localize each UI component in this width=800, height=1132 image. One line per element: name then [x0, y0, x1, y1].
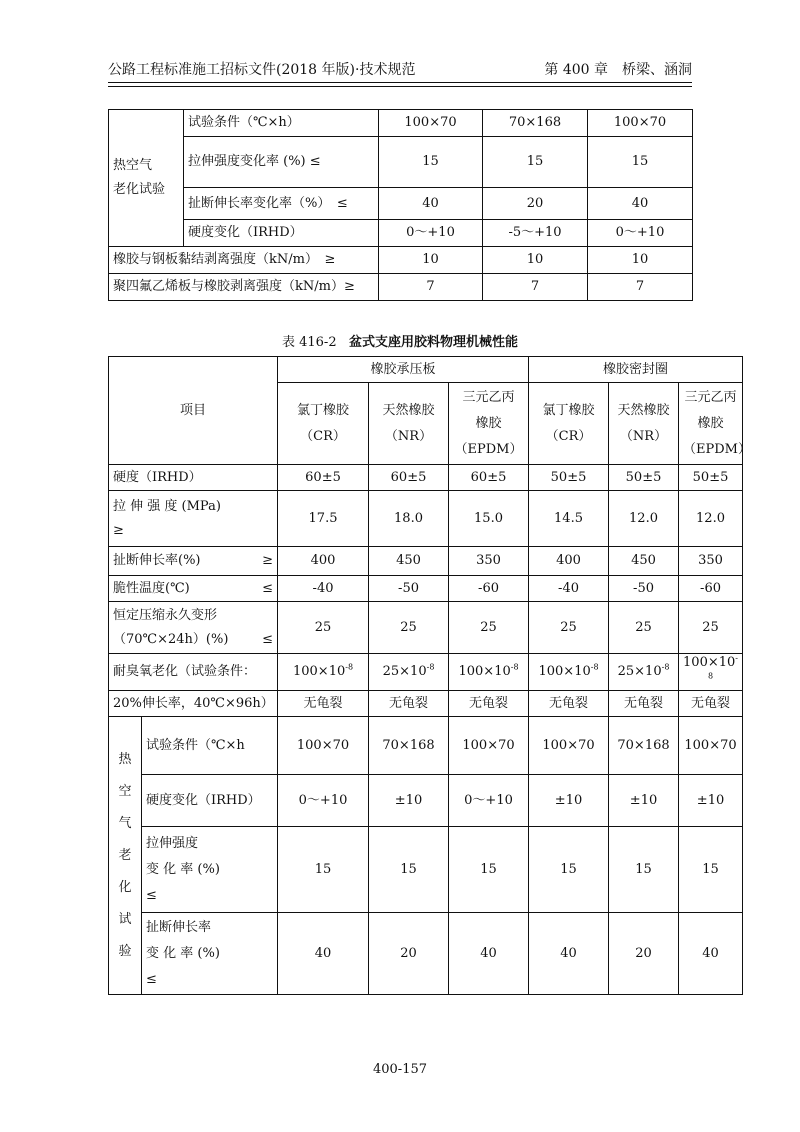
cell: 0～+10	[278, 775, 369, 827]
cell: 70×168	[483, 110, 588, 137]
row-label: 耐臭氧老化（试验条件：	[109, 654, 278, 691]
cell: 70×168	[369, 717, 449, 775]
cell: 40	[588, 188, 693, 220]
cell: -5～+10	[483, 220, 588, 247]
cell: 25	[369, 602, 449, 654]
table-row	[109, 654, 743, 691]
cell: 15.0	[449, 491, 529, 547]
cell: 20	[369, 913, 449, 995]
cell: 7	[588, 274, 693, 301]
cell: 15	[449, 827, 529, 913]
aging-group-label: 热空气 老化试验	[109, 110, 184, 247]
cell: 50±5	[679, 465, 743, 491]
cell: -60	[679, 576, 743, 602]
col-header: 天然橡胶 （NR）	[609, 383, 679, 465]
cell: $100\times 10^{-8}$	[679, 654, 743, 691]
cell: ±10	[609, 775, 679, 827]
cell: 15	[588, 137, 693, 188]
table-number: 表 416-2	[281, 335, 337, 350]
page-number: 400-157	[372, 1062, 428, 1077]
cell: 12.0	[679, 491, 743, 547]
group-header-bearing-plate: 橡胶承压板	[278, 357, 529, 383]
table-caption	[0, 334, 800, 352]
cell: $25\times 10^{-8}$	[609, 654, 679, 691]
table-row	[109, 913, 743, 995]
table-row	[109, 547, 743, 576]
cell: 400	[278, 547, 369, 576]
group-header-seal-ring: 橡胶密封圈	[529, 357, 743, 383]
row-label: 试验条件（℃×h）	[184, 110, 379, 137]
col-header: 三元乙丙 橡胶 （EPDM）	[679, 383, 743, 465]
cell: 15	[529, 827, 609, 913]
cell: 70×168	[609, 717, 679, 775]
cell: 20	[483, 188, 588, 220]
cell: 25	[529, 602, 609, 654]
cell: 无龟裂	[449, 691, 529, 717]
cell: $25\times 10^{-8}$	[369, 654, 449, 691]
col-header: 氯丁橡胶 （CR）	[278, 383, 369, 465]
cell: 无龟裂	[679, 691, 743, 717]
header-doc-title: 公路工程标准施工招标文件(2018 年版)·技术规范	[108, 62, 416, 78]
cell: 60±5	[449, 465, 529, 491]
header-rule-thick	[108, 82, 692, 83]
row-label: 聚四氟乙烯板与橡胶剥离强度（kN/m）≥	[109, 274, 379, 301]
cell: 10	[588, 247, 693, 274]
cell: 15	[483, 137, 588, 188]
table-416-1-continued	[108, 109, 693, 301]
cell: 无龟裂	[278, 691, 369, 717]
table-row	[109, 691, 743, 717]
row-label: 恒定压缩永久变形 （70℃×24h）(%) ≤	[109, 602, 278, 654]
cell: 15	[278, 827, 369, 913]
table-row	[109, 137, 693, 188]
cell: 25	[278, 602, 369, 654]
cell: 40	[278, 913, 369, 995]
cell: 25	[679, 602, 743, 654]
cell: 17.5	[278, 491, 369, 547]
row-label: 硬度变化（IRHD）	[184, 220, 379, 247]
cell: 400	[529, 547, 609, 576]
cell: 100×70	[449, 717, 529, 775]
col-header: 氯丁橡胶 （CR）	[529, 383, 609, 465]
table-row	[109, 827, 743, 913]
row-label: 脆性温度(℃) ≤	[109, 576, 278, 602]
aging-group-label: 热 空 气 老 化 试 验	[109, 717, 142, 995]
cell: 350	[679, 547, 743, 576]
cell: -50	[609, 576, 679, 602]
cell: 15	[369, 827, 449, 913]
cell: 60±5	[278, 465, 369, 491]
cell: 50±5	[529, 465, 609, 491]
cell: 450	[609, 547, 679, 576]
header-chapter: 第 400 章 桥梁、涵洞	[544, 62, 692, 78]
cell: -40	[529, 576, 609, 602]
cell: ±10	[529, 775, 609, 827]
cell: 0～+10	[379, 220, 483, 247]
cell: 50±5	[609, 465, 679, 491]
cell: 0～+10	[449, 775, 529, 827]
table-row	[109, 247, 693, 274]
cell: 10	[379, 247, 483, 274]
cell: 20	[609, 913, 679, 995]
cell: 18.0	[369, 491, 449, 547]
row-label: 拉伸强度 变 化 率 (%) ≤	[142, 827, 278, 913]
cell: 无龟裂	[609, 691, 679, 717]
table-row	[109, 188, 693, 220]
cell: 15	[679, 827, 743, 913]
col-header: 天然橡胶 （NR）	[369, 383, 449, 465]
table-row	[109, 274, 693, 301]
table-416-2	[108, 356, 751, 995]
cell: 14.5	[529, 491, 609, 547]
row-label: 试验条件（℃×h	[142, 717, 278, 775]
col-header: 三元乙丙 橡胶 （EPDM）	[449, 383, 529, 465]
cell: ±10	[679, 775, 743, 827]
item-header: 项目	[109, 357, 278, 465]
cell: 25	[609, 602, 679, 654]
row-label: 硬度变化（IRHD）	[142, 775, 278, 827]
cell: 12.0	[609, 491, 679, 547]
table-row	[109, 465, 743, 491]
cell: 100×70	[529, 717, 609, 775]
table-row	[109, 220, 693, 247]
cell: 100×70	[588, 110, 693, 137]
cell: -60	[449, 576, 529, 602]
cell: 25	[449, 602, 529, 654]
cell: 10	[483, 247, 588, 274]
table-row	[109, 775, 743, 827]
cell: 7	[483, 274, 588, 301]
row-label: 20%伸长率，40℃×96h）	[109, 691, 278, 717]
cell: ±10	[369, 775, 449, 827]
header-rule-thin	[108, 86, 692, 87]
cell: 100×70	[278, 717, 369, 775]
cell: 40	[449, 913, 529, 995]
cell: $100\times 10^{-8}$	[449, 654, 529, 691]
cell: 15	[379, 137, 483, 188]
cell: -50	[369, 576, 449, 602]
table-row	[109, 110, 693, 137]
cell: $100\times 10^{-8}$	[529, 654, 609, 691]
row-label: 拉 伸 强 度 (MPa) ≥	[109, 491, 278, 547]
cell: 40	[529, 913, 609, 995]
cell: 0～+10	[588, 220, 693, 247]
cell: 350	[449, 547, 529, 576]
row-label: 拉伸强度变化率 (%) ≤	[184, 137, 379, 188]
table-row	[109, 357, 743, 383]
row-label: 橡胶与钢板黏结剥离强度（kN/m） ≥	[109, 247, 379, 274]
row-label: 硬度（IRHD）	[109, 465, 278, 491]
table-title: 盆式支座用胶料物理机械性能	[349, 335, 519, 350]
cell: $100\times 10^{-8}$	[278, 654, 369, 691]
cell: 60±5	[369, 465, 449, 491]
cell: 无龟裂	[529, 691, 609, 717]
row-label: 扯断伸长率(%) ≥	[109, 547, 278, 576]
cell: 40	[379, 188, 483, 220]
row-label: 扯断伸长率变化率（%） ≤	[184, 188, 379, 220]
table-row	[109, 491, 743, 547]
cell: 100×70	[379, 110, 483, 137]
cell: 无龟裂	[369, 691, 449, 717]
table-row	[109, 602, 743, 654]
cell: 40	[679, 913, 743, 995]
table-row	[109, 717, 743, 775]
cell: 450	[369, 547, 449, 576]
table-row	[109, 576, 743, 602]
cell: 100×70	[679, 717, 743, 775]
page-header	[108, 58, 692, 82]
cell: 15	[609, 827, 679, 913]
cell: 7	[379, 274, 483, 301]
row-label: 扯断伸长率 变 化 率 (%) ≤	[142, 913, 278, 995]
cell: -40	[278, 576, 369, 602]
